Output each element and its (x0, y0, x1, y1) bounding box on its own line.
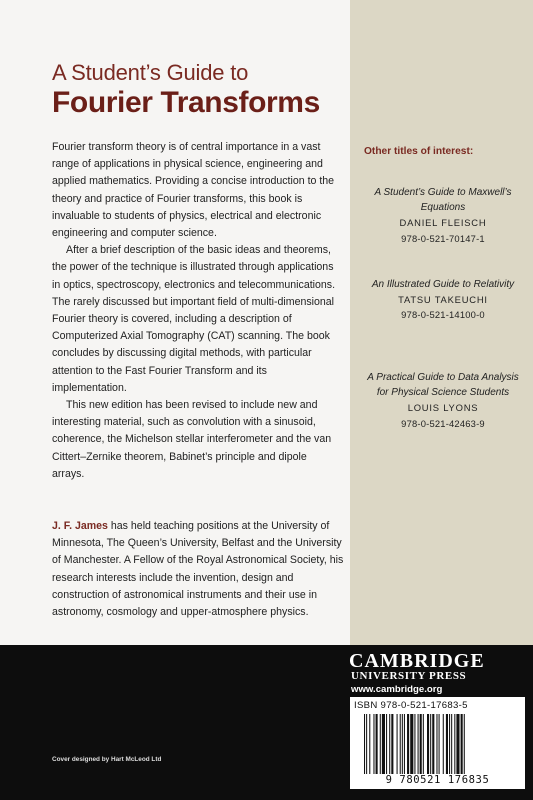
barcode-bar (414, 714, 415, 774)
barcode-bar (432, 714, 434, 774)
related-book-author: TATSU TAKEUCHI (398, 294, 488, 306)
related-book-author: DANIEL FLEISCH (399, 217, 487, 229)
author-name: J. F. James (52, 520, 108, 532)
related-book-isbn: 978-0-521-42463-9 (401, 417, 485, 429)
barcode (362, 714, 520, 774)
book-title-line1: A Student’s Guide to (52, 60, 249, 85)
barcode-bar (402, 714, 403, 774)
barcode-bar (418, 714, 419, 774)
barcode-bar (423, 714, 424, 774)
barcode-bar (389, 714, 390, 774)
barcode-bar (454, 714, 455, 774)
description-paragraph: After a brief description of the basic ideas and theorems, the power of the technique is illustrated through applications in optics, spectroscopy, electronics and telecommunications. The rarely discussed but important field of multi-dimensional Fourier theory is covered, including a description of Computerized Axial Tomography (CAT) scanning. The book concludes by discussing digital methods, with particular attention to the Fast Fourier Transform and its implementation. (52, 244, 336, 394)
cover-credit: Cover designed by Hart McLeod Ltd (52, 756, 162, 763)
barcode-bar (464, 714, 465, 774)
barcode-bar (400, 714, 401, 774)
barcode-bar (436, 714, 437, 774)
publisher-url: www.cambridge.org (351, 684, 443, 695)
author-bio-text: has held teaching positions at the University of Minnesota, The Queen’s University, Belfast and the University of Manchester. A Fellow of the Royal Astronomical Society, his research interests include the invention, design and construction of astronomical instruments and their use in astronomy, cosmology and upper-atmosphere physics. (52, 520, 344, 619)
barcode-bar (382, 714, 385, 774)
related-book-author: LOUIS LYONS (407, 402, 479, 414)
barcode-bar (391, 714, 393, 774)
description (52, 139, 342, 483)
related-book (358, 277, 528, 323)
barcode-bar (410, 714, 413, 774)
barcode-bar (430, 714, 431, 774)
description-paragraph: Fourier transform theory is of central importance in a vast range of applications in physical science, engineering and applied mathematics. Providing a concise introduction to the theory and practice of Fourier transforms, this book is invaluable to students of physics, electrical and electronic engineering and computer science. (52, 141, 335, 240)
barcode-bar (407, 714, 409, 774)
barcode-bar (404, 714, 405, 774)
related-book-title: An Illustrated Guide to Relativity (371, 279, 515, 290)
book-title-line2: Fourier Transforms (52, 86, 320, 119)
related-book (358, 185, 528, 246)
related-book (358, 370, 528, 431)
barcode-bar (380, 714, 381, 774)
barcode-bar (373, 714, 374, 774)
isbn-label: ISBN 978-0-521-17683-5 (354, 700, 468, 711)
related-book-title: A Student’s Guide to Maxwell’s Equations (374, 187, 512, 214)
barcode-digits: 9 780521 176835 (385, 774, 490, 786)
barcode-bar (449, 714, 450, 774)
barcode-bar (456, 714, 459, 774)
related-book-title: A Practical Guide to Data Analysis for Physical Science Students (367, 372, 519, 399)
barcode-bar (386, 714, 387, 774)
barcode-bar (427, 714, 429, 774)
barcode-bar (366, 714, 367, 774)
barcode-bar (376, 714, 378, 774)
barcode-bar (461, 714, 463, 774)
author-bio (52, 518, 344, 621)
other-titles-heading: Other titles of interest: (364, 146, 474, 157)
barcode-bar (420, 714, 422, 774)
barcode-bar (446, 714, 448, 774)
publisher-subtitle: UNIVERSITY PRESS (351, 670, 467, 682)
barcode-bar (364, 714, 365, 774)
publisher-logo-text: CAMBRIDGE (349, 650, 485, 672)
barcode-bar (443, 714, 444, 774)
barcode-bar (439, 714, 440, 774)
barcode-bar (451, 714, 452, 774)
related-book-isbn: 978-0-521-70147-1 (401, 232, 485, 244)
related-book-isbn: 978-0-521-14100-0 (401, 309, 485, 321)
description-paragraph: This new edition has been revised to include new and interesting material, such as convolution with a sinusoid, coherence, the Michelson stellar interferometer and the van Cittert–Zernike theorem, Babinet’s principle and dipole arrays. (52, 399, 332, 480)
barcode-bar (369, 714, 370, 774)
barcode-bar (397, 714, 398, 774)
